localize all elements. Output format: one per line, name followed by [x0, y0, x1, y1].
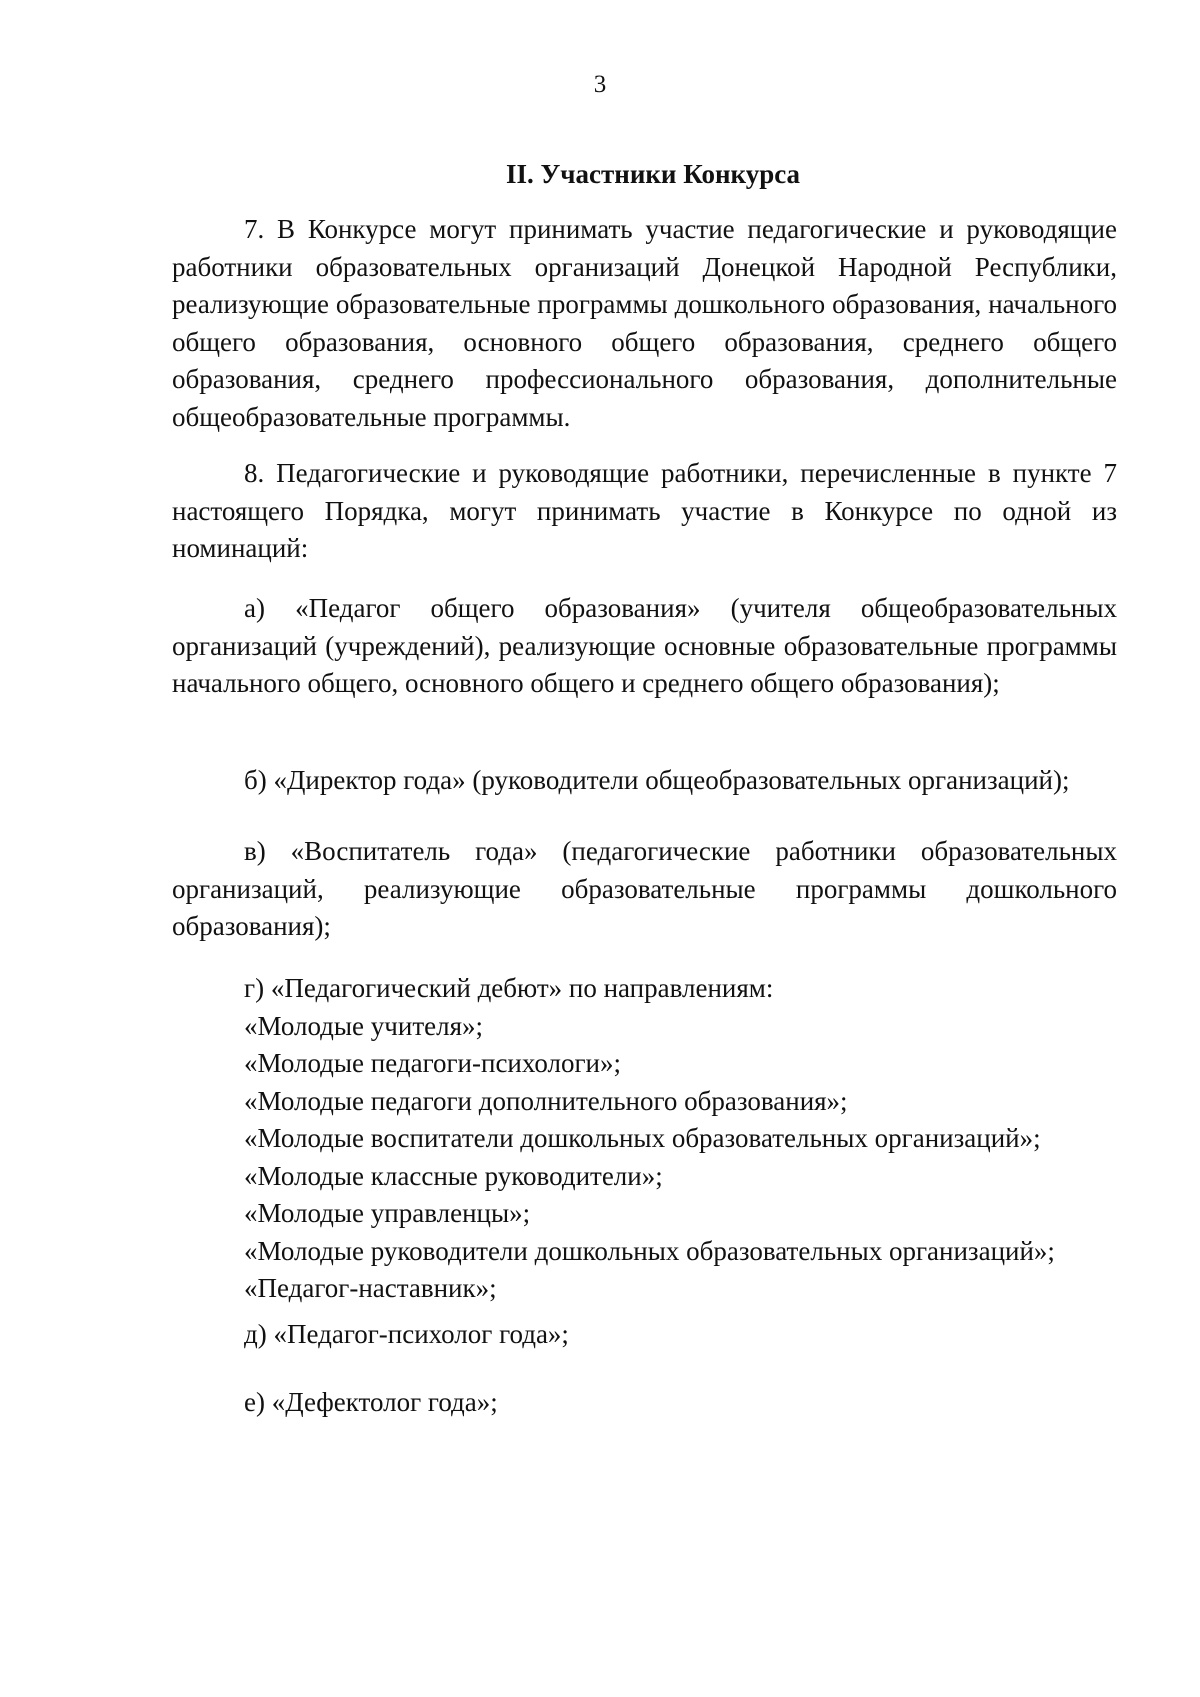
nomination-a: а) «Педагог общего образования» (учителя общеобразовательных организаций (учреждений), реализующие основные образовательные программы начального общего, основного общего и среднего общего образования);	[172, 593, 1117, 698]
paragraph-8: 8. Педагогические и руководящие работники, перечисленные в пункте 7 настоящего Порядка, могут принимать участие в Конкурсе по одной из номинаций:	[172, 458, 1117, 563]
list-item: «Молодые учителя»;	[244, 1010, 483, 1041]
paragraph-7: 7. В Конкурсе могут принимать участие педагогические и руководящие работники образовательных организаций Донецкой Народной Республики, реализующие образовательные программы дошкольного образования, начального общего образования, основного общего образования, среднего общего образования, среднего профессионального образования, дополнительные общеобразовательные программы.	[172, 214, 1117, 432]
nomination-e: е) «Дефектолог года»;	[244, 1387, 498, 1417]
list-item: «Молодые управленцы»;	[244, 1198, 531, 1228]
list-item: «Молодые воспитатели дошкольных образовательных организаций»;	[244, 1123, 1041, 1153]
nomination-d: д) «Педагог-психолог года»;	[244, 1319, 569, 1349]
nomination-g-intro: г) «Педагогический дебют» по направлениям:	[244, 973, 774, 1003]
section-title: II. Участники Конкурса	[505, 159, 801, 189]
nomination-d-block	[244, 1316, 1124, 1354]
nomination-b: б) «Директор года» (руководители общеобразовательных организаций);	[244, 765, 1070, 795]
list-item: «Молодые педагоги дополнительного образования»;	[244, 1085, 848, 1116]
page-number: 3	[593, 71, 607, 98]
list-item: «Педагог-наставник»;	[244, 1273, 497, 1303]
list-item: «Молодые педагоги-психологи»;	[244, 1048, 621, 1078]
nomination-v: в) «Воспитатель года» (педагогические работники образовательных организаций, реализующие образовательные программы дошкольного образования);	[172, 836, 1117, 941]
list-item: «Молодые классные руководители»;	[244, 1160, 663, 1191]
nomination-g-list	[244, 970, 1124, 1308]
list-item: «Молодые руководители дошкольных образовательных организаций»;	[244, 1235, 1055, 1266]
nomination-e-block	[244, 1384, 1124, 1422]
